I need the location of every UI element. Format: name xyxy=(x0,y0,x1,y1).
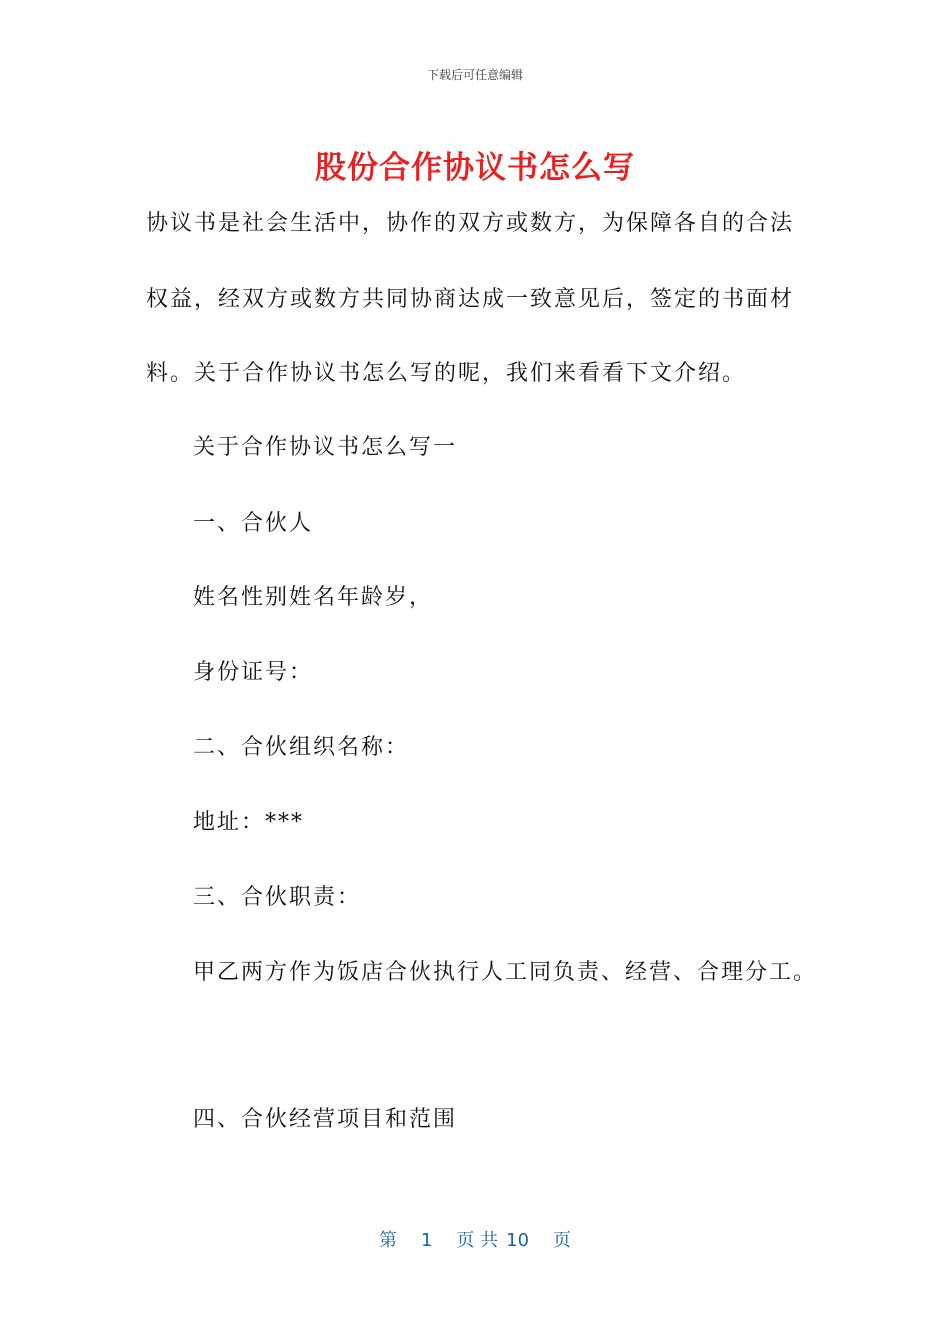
footer-total-pages: 10 xyxy=(506,1230,530,1251)
intro-line-1: 协议书是社会生活中，协作的双方或数方，为保障各自的合法 xyxy=(146,211,795,236)
footer-suffix: 页 xyxy=(553,1230,572,1251)
section-3-title: 三、合伙职责： xyxy=(193,885,362,910)
document-title: 股份合作协议书怎么写 xyxy=(315,150,635,186)
footer-mid: 页 共 xyxy=(456,1230,499,1251)
footer-prefix: 第 xyxy=(378,1230,397,1251)
footer-page-number: 1 xyxy=(420,1230,433,1251)
section-heading: 关于合作协议书怎么写一 xyxy=(193,435,458,460)
intro-line-3: 料。关于合作协议书怎么写的呢，我们来看看下文介绍。 xyxy=(146,361,747,386)
intro-line-2: 权益，经双方或数方共同协商达成一致意见后，签定的书面材 xyxy=(146,287,795,312)
section-4-title: 四、合伙经营项目和范围 xyxy=(193,1107,458,1132)
duties-text: 甲乙两方作为饭店合伙执行人工同负责、经营、合理分工。 xyxy=(193,960,818,985)
partner-id-line: 身份证号： xyxy=(193,660,314,685)
address-line: 地址：*** xyxy=(193,810,305,835)
partner-name-line: 姓名性别姓名年龄岁， xyxy=(193,585,434,610)
section-1-title: 一、合伙人 xyxy=(193,511,314,536)
page-header-note: 下载后可任意编辑 xyxy=(426,68,523,82)
page-footer xyxy=(0,1226,950,1252)
section-2-title: 二、合伙组织名称： xyxy=(193,735,410,760)
